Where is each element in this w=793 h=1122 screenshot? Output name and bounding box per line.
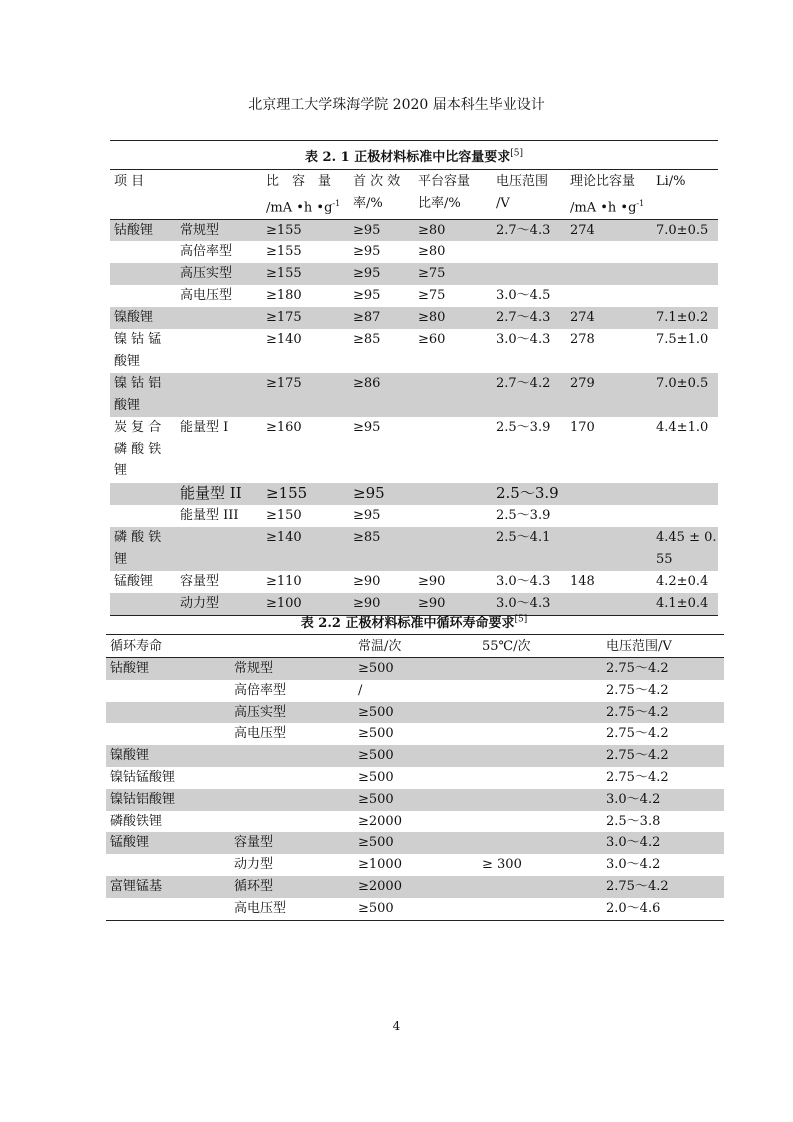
table1-cell [652, 285, 718, 307]
table1-cell: 容量型 [180, 574, 220, 590]
table1-header-cell: 比率/% [414, 193, 492, 219]
table1-cell: ≥75 [414, 263, 492, 285]
table2 [106, 636, 724, 920]
table2-bottom-rule [106, 920, 724, 921]
table1-cell: ≥95 [353, 244, 381, 260]
table1-cell: ≥155 [262, 219, 349, 241]
table1-cell: 钴酸锂 [110, 219, 176, 241]
table2-cell: / [358, 682, 363, 698]
table1-cell: 2.7～4.3 [492, 219, 566, 241]
table1-cell: ≥80 [418, 244, 446, 260]
table1-cell [110, 505, 176, 527]
table2-cell [478, 767, 602, 789]
table1-cell: ≥75 [418, 288, 446, 304]
table1-cell: 2.5～3.9 [492, 483, 566, 505]
table1-header-cell: 首 次 效 [353, 174, 401, 189]
table1-cell: 3.0～4.5 [496, 288, 551, 304]
table1-row [110, 263, 718, 285]
table2-cell: 磷酸铁锂 [110, 813, 163, 829]
table2-cell: 动力型 [234, 857, 274, 873]
table1-row [110, 417, 718, 483]
table1-cell [414, 505, 492, 527]
table2-cell: ≥500 [358, 726, 394, 742]
table1-cell [492, 241, 566, 263]
table1-cell: ≥150 [266, 508, 302, 524]
table2-cell: 锰酸锂 [106, 832, 230, 854]
table2-cell [230, 789, 354, 811]
table1-row [110, 527, 718, 571]
table1-cell: 3.0～4.3 [492, 593, 566, 615]
table2-cell: ≥500 [354, 702, 478, 724]
table1-cell [414, 527, 492, 571]
table2-row [106, 767, 724, 789]
table2-row [106, 832, 724, 854]
table1-cell [652, 505, 718, 527]
table1-cell [414, 417, 492, 483]
table1-cell: ≥90 [349, 593, 414, 615]
table1-row [110, 285, 718, 307]
table2-cell: 高压实型 [230, 702, 354, 724]
table1-cell: ≥60 [418, 332, 446, 348]
table1-cell: ≥160 [266, 420, 302, 436]
table1-cell [176, 527, 262, 571]
table2-cell: 高倍率型 [234, 682, 287, 698]
table2-row [106, 702, 724, 724]
table1-cell [566, 527, 652, 571]
table2-cell [106, 680, 230, 702]
table2-cell: 高电压型 [234, 726, 287, 742]
table1-cell [566, 241, 652, 263]
table1-cell: 7.1±0.2 [652, 307, 718, 329]
table1-header-cell: 电压范围 [496, 174, 549, 189]
table1-cell: ≥80 [414, 219, 492, 241]
table1-cell [566, 263, 652, 285]
table2-cell: 2.75～4.2 [606, 726, 669, 742]
table1-header-cell: 平台容量 [418, 174, 471, 189]
table1-header-cell [110, 193, 176, 219]
table1-cell: ≥175 [262, 307, 349, 329]
table2-cell [478, 789, 602, 811]
table2-cell [478, 658, 602, 680]
table1-cell [110, 263, 176, 285]
table1-cell [652, 241, 718, 263]
table1-cell: ≥80 [414, 307, 492, 329]
table1-cell: ≥90 [418, 574, 446, 590]
table1-cell: 3.0～4.3 [496, 574, 551, 590]
table2-cell: 镍钴锰酸锂 [110, 769, 176, 785]
table2-cell [106, 702, 230, 724]
table2-cell: 2.75～4.2 [602, 745, 724, 767]
page-header: 北京理工大学珠海学院 2020 届本科生毕业设计 [248, 97, 545, 113]
table1-cell: 7.5±1.0 [656, 332, 709, 348]
table2-cell [478, 811, 602, 833]
table2-cell [478, 876, 602, 898]
table1-cell: 高压实型 [176, 263, 262, 285]
table1-header-row [110, 171, 718, 193]
table1-cell: ≥155 [262, 263, 349, 285]
table1-cell: 4.45 ± 0.55 [652, 527, 718, 571]
table2-row [106, 658, 724, 680]
table1-cell: 2.7～4.2 [492, 373, 566, 417]
table2-row [106, 876, 724, 898]
table1-header-cell: 理论比容量 [570, 174, 636, 189]
table1-cell: 4.1±0.4 [652, 593, 718, 615]
table1-caption: 表 2. 1 正极材料标准中比容量要求[5] [305, 148, 523, 165]
table2-cell [106, 723, 230, 745]
table1-cell: 274 [566, 307, 652, 329]
table1-cell: 常规型 [176, 219, 262, 241]
table1-header-cell [176, 193, 262, 219]
table2-cell: 常规型 [230, 658, 354, 680]
table2-cell: ≥500 [358, 900, 394, 916]
table2-row [106, 723, 724, 745]
table2-cell [106, 854, 230, 876]
table1-cell: ≥90 [353, 574, 381, 590]
table2-cell [478, 898, 602, 920]
table1-cell [110, 241, 176, 263]
table1-cell [176, 307, 262, 329]
table1-cell: 锰酸锂 [114, 574, 154, 590]
table2-cell: 2.75～4.2 [602, 876, 724, 898]
table2-cell: 2.75～4.2 [606, 682, 669, 698]
table2-cell: ≥2000 [354, 876, 478, 898]
table2-head-rule [106, 657, 724, 658]
table1-cell: 能量型 III [180, 508, 239, 524]
table1-cell [110, 285, 176, 307]
table2-cell [478, 702, 602, 724]
table1-row [110, 373, 718, 417]
table2-row [106, 898, 724, 920]
table1-cell: 3.0～4.3 [496, 332, 551, 348]
table2-cell: 高电压型 [234, 900, 287, 916]
table1-cell: 高电压型 [180, 288, 233, 304]
table2-row [106, 680, 724, 702]
table1-cell [176, 373, 262, 417]
table1-row [110, 307, 718, 329]
table2-cell: 2.75～4.2 [606, 769, 669, 785]
table1-cell: 高倍率型 [180, 244, 233, 260]
table2-cell: 3.0～4.2 [602, 832, 724, 854]
table1-cell: ≥110 [266, 574, 302, 590]
table2-cell: 3.0～4.2 [606, 857, 661, 873]
table1-cell: 动力型 [176, 593, 262, 615]
table2-cell [230, 767, 354, 789]
table1-cell: ≥87 [349, 307, 414, 329]
table2-cell: ≥1000 [358, 857, 402, 873]
table1-header-cell: Li/% [656, 174, 686, 189]
table1-cell: 4.2±0.4 [656, 574, 709, 590]
table2-cell: 循环型 [230, 876, 354, 898]
table1-cell: ≥95 [353, 420, 381, 436]
table2-cell: 3.0～4.2 [602, 789, 724, 811]
table1-cell: ≥155 [266, 244, 302, 260]
table1-header-cell: 项 目 [114, 174, 145, 189]
table2-cell [106, 898, 230, 920]
table2-row [106, 811, 724, 833]
table1-cell: 2.5～4.1 [492, 527, 566, 571]
table1-cell: 7.0±0.5 [652, 219, 718, 241]
table2-row [106, 789, 724, 811]
table1-header-row [110, 193, 718, 219]
table2-cell [230, 745, 354, 767]
table1-cell: ≥140 [262, 527, 349, 571]
table2-cell: ≥500 [354, 658, 478, 680]
table2-cell: ≥2000 [358, 813, 402, 829]
table1-header-cell: /mA •h $•g^{-1}$ [566, 193, 652, 219]
table2-cell: 2.75～4.2 [602, 658, 724, 680]
table1-cell: 274 [566, 219, 652, 241]
table1-cell [566, 505, 652, 527]
table2-cell: 镍钴铝酸锂 [106, 789, 230, 811]
table2-cell: ≥500 [354, 789, 478, 811]
table2-cell: 钴酸锂 [106, 658, 230, 680]
table1-cell: ≥155 [262, 483, 349, 505]
table1-row [110, 571, 718, 593]
table1-row [110, 329, 718, 373]
table1-cell: 170 [570, 420, 595, 436]
table1-cell: 279 [566, 373, 652, 417]
table1-header-cell: 比 容 量 [266, 174, 332, 189]
table1-header-cell: /V [492, 193, 566, 219]
table1-cell [566, 483, 652, 505]
table1-row [110, 241, 718, 263]
table1-cell [414, 373, 492, 417]
table1-header-cell: /mA •h $•g^{-1}$ [262, 193, 349, 219]
table1-cell [652, 263, 718, 285]
table1-cell: ≥90 [414, 593, 492, 615]
table1-cell: ≥95 [349, 219, 414, 241]
table2-header-cell [230, 636, 354, 658]
table1-cell: ≥140 [266, 332, 302, 348]
table1-cell: 镍酸锂 [110, 307, 176, 329]
table1-cell [176, 329, 262, 373]
table1-cell [492, 263, 566, 285]
table2-cell: 容量型 [230, 832, 354, 854]
table1-row [110, 219, 718, 241]
table2-cell: ≥ 300 [482, 857, 522, 873]
table2-header-row [106, 636, 724, 658]
table1-row [110, 483, 718, 505]
table2-cell [478, 745, 602, 767]
page-number: 4 [392, 1019, 401, 1033]
table1-cell: 148 [570, 574, 595, 590]
table1-row [110, 505, 718, 527]
table2-cell: 富锂锰基 [106, 876, 230, 898]
table2-cell: 镍酸锂 [106, 745, 230, 767]
table1-header-cell [652, 193, 718, 219]
table1-cell: 能量型 I [180, 420, 229, 436]
table1-cell: ≥95 [349, 483, 414, 505]
table1-header-cell [176, 171, 262, 193]
table1-cell: 磷 酸 铁 锂 [110, 527, 176, 571]
table2-header-cell: 55℃/次 [482, 639, 531, 654]
table1-top-rule [110, 140, 718, 141]
table2-header-cell: 电压范围/V [606, 639, 672, 654]
table2-cell: 2.5～3.8 [606, 813, 661, 829]
table1-cell [652, 483, 718, 505]
table2-cell: ≥500 [354, 832, 478, 854]
table1-cell: ≥175 [262, 373, 349, 417]
table2-cell: ≥500 [354, 745, 478, 767]
table1-cell: ≥180 [266, 288, 302, 304]
table1-cell: ≥86 [349, 373, 414, 417]
table2-row [106, 854, 724, 876]
table1-cell: 镍 钴 锰 酸锂 [114, 332, 162, 369]
table1-cell: ≥85 [349, 527, 414, 571]
table1-cell: 2.5～3.9 [496, 420, 551, 436]
table2-header-cell: 循环寿命 [110, 639, 163, 654]
table2-cell [478, 723, 602, 745]
table2-caption: 表 2.2 正极材料标准中循环寿命要求[5] [300, 614, 528, 631]
table1-cell: 7.0±0.5 [652, 373, 718, 417]
table1-cell: 278 [570, 332, 595, 348]
table2-cell: 2.75～4.2 [602, 702, 724, 724]
table2-top-rule [106, 634, 724, 635]
table2-header-cell: 常温/次 [358, 639, 402, 654]
table1-cell: 炭 复 合 磷 酸 铁 锂 [114, 420, 162, 479]
table1 [110, 171, 718, 616]
table1-cell: ≥95 [349, 263, 414, 285]
table1-cell: 2.7～4.3 [492, 307, 566, 329]
table1-cell: ≥95 [353, 508, 381, 524]
table1-cell: ≥95 [353, 288, 381, 304]
table2-cell [478, 832, 602, 854]
table1-header-cell: 率/% [349, 193, 414, 219]
table1-cell: 2.5～3.9 [496, 508, 551, 524]
table1-caption-rule [110, 169, 718, 170]
table2-cell [478, 680, 602, 702]
table1-cell: ≥85 [353, 332, 381, 348]
table1-cell [110, 483, 176, 505]
table1-cell [566, 285, 652, 307]
table1-cell: 镍 钴 铝 酸锂 [110, 373, 176, 417]
table2-row [106, 745, 724, 767]
table2-cell: ≥500 [358, 769, 394, 785]
table2-cell [230, 811, 354, 833]
table1-cell: ≥100 [262, 593, 349, 615]
table1-cell: 能量型 II [176, 483, 262, 505]
table1-cell: 4.4±1.0 [656, 420, 709, 436]
table1-cell [414, 483, 492, 505]
table2-cell: 2.0～4.6 [606, 900, 661, 916]
